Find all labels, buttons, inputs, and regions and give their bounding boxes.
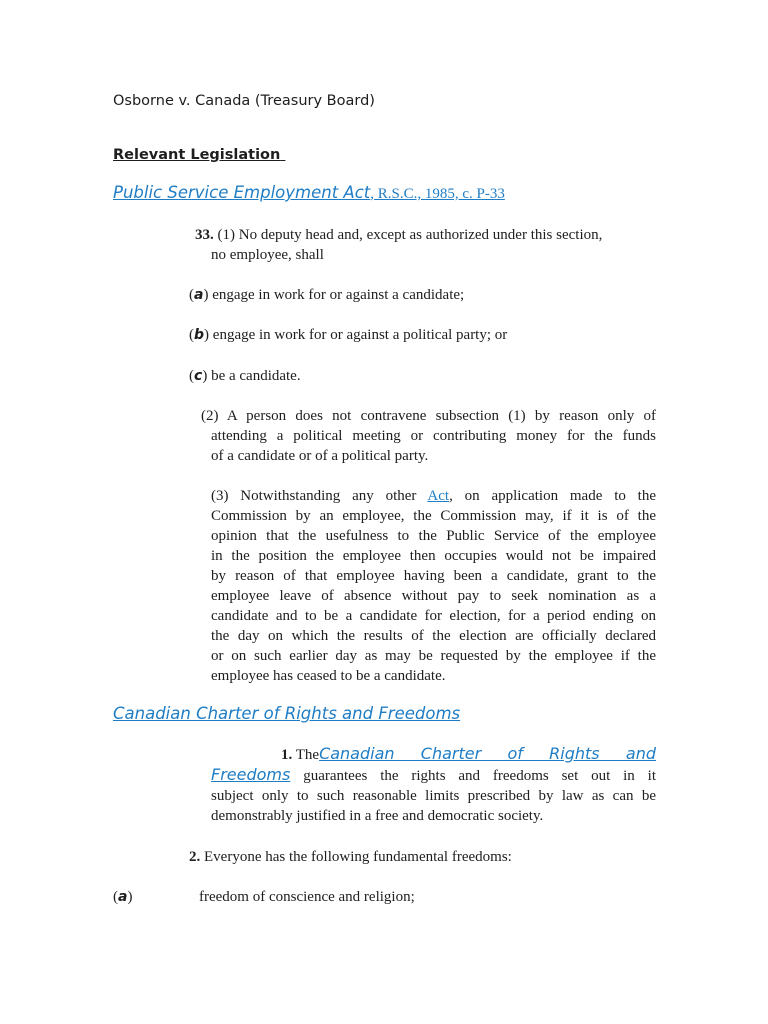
section-33-line2: no employee, shall: [211, 247, 324, 263]
sub2-line2: attending a political meeting or contributing money for the funds: [211, 428, 656, 444]
section-33-3: [211, 486, 656, 686]
sub2-line1: (2) A person does not contravene subsection (1) by reason only of: [201, 408, 656, 424]
charter-heading-link[interactable]: Canadian Charter of Rights and Freedoms: [113, 704, 461, 723]
act-heading[interactable]: [113, 183, 505, 203]
sub3-line8: the day on which the results of the election are officially declared: [211, 628, 656, 644]
relevant-legislation-heading: [113, 147, 285, 163]
charter-section-1: [211, 744, 656, 826]
section-33-2: [201, 406, 656, 466]
sub3-line6: employee leave of absence without pay to seek nomination as a: [211, 588, 656, 604]
item-a-letter: a: [194, 287, 204, 303]
item-c: (c) be a candidate.: [189, 368, 301, 384]
charter-s2a-marker: (a): [113, 889, 133, 905]
item-b-letter: b: [194, 327, 205, 343]
sub3-line2: Commission by an employee, the Commission may, if it is of the: [211, 508, 656, 524]
sub3-line4: in the position the employee then occupies would not be impaired: [211, 548, 656, 564]
item-a: (a) engage in work for or against a candidate;: [189, 287, 465, 303]
section-33-line1: [195, 225, 655, 245]
sub3-line10: employee has ceased to be a candidate.: [211, 668, 446, 684]
charter-s1-link-line2[interactable]: Freedoms: [211, 765, 291, 784]
charter-s2a-letter: a: [118, 889, 128, 905]
case-title: Osborne v. Canada (Treasury Board): [113, 93, 375, 109]
charter-s1-line1: 1. The Canadian Charter of Rights and: [281, 744, 656, 763]
charter-s1-number: 1.: [281, 747, 293, 763]
act-name-link[interactable]: Public Service Employment Act: [113, 183, 371, 202]
act-link[interactable]: Act: [427, 488, 450, 504]
relevant-legislation-text: Relevant Legislation: [113, 147, 281, 163]
charter-section-2: [189, 847, 512, 867]
sub3-line3: opinion that the usefulness to the Public Service of the employee: [211, 528, 656, 544]
section-33-number: 33.: [195, 227, 214, 243]
charter-s1-line4: demonstrably justified in a free and democratic society.: [211, 808, 544, 824]
item-a-text: engage in work for or against a candidate;: [208, 287, 465, 303]
section-33-line1-text: (1) No deputy head and, except as authorized under this section,: [213, 227, 603, 243]
item-b: (b) engage in work for or against a political party; or: [189, 327, 508, 343]
charter-s2-text: Everyone has the following fundamental freedoms:: [200, 849, 512, 865]
charter-s1-line2: Freedoms guarantees the rights and freedoms set out in it: [211, 765, 656, 784]
sub3-line5: by reason of that employee having been a candidate, grant to the: [211, 568, 656, 584]
charter-s2a-text: freedom of conscience and religion;: [199, 889, 415, 905]
section-33-1: [195, 225, 655, 265]
charter-s2-number: 2.: [189, 849, 201, 865]
sub3-line9: or on such earlier day as may be requested by the employee if the: [211, 648, 656, 664]
act-citation-link[interactable]: , R.S.C., 1985, c. P-33: [370, 186, 505, 202]
sub3-line1: (3) Notwithstanding any other Act, on application made to the: [211, 488, 656, 504]
charter-s1-link-line1[interactable]: Canadian Charter of Rights and: [319, 744, 656, 763]
sub3-line7: candidate and to be a candidate for election, for a period ending on: [211, 608, 656, 624]
item-c-text: be a candidate.: [207, 368, 301, 384]
item-b-text: engage in work for or against a political party; or: [209, 327, 508, 343]
item-c-letter: c: [194, 368, 203, 384]
sub2-line3: of a candidate or of a political party.: [211, 448, 429, 464]
charter-s1-line3: subject only to such reasonable limits prescribed by law as can be: [211, 788, 656, 804]
